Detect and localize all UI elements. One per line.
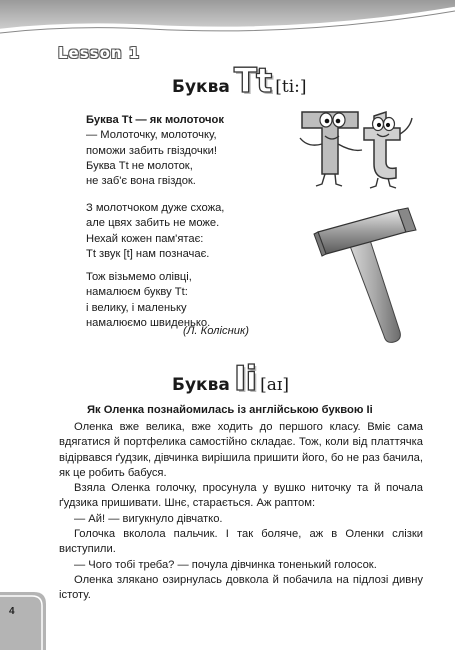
poem-stanza-1 <box>86 113 224 189</box>
story-paragraph: Голочка вколола пальчик. І так боляче, аж в Оленки слізки виступили. <box>59 528 423 556</box>
cartoon-letters-illustration <box>292 98 416 190</box>
story-paragraph: — Чого тобі треба? — почула дівчинка тоненький голосок. <box>74 558 377 571</box>
story-text <box>59 420 423 604</box>
lesson-label: Lesson 1 <box>58 44 141 62</box>
top-decorative-band <box>0 0 455 40</box>
poem-line: З молотчоком дуже схожа, <box>86 202 225 214</box>
poem-line: але цвях забить не може. <box>86 217 220 230</box>
poem-line: Тож візьмемо олівці, <box>86 271 192 283</box>
heading-transcription: [ti:] <box>275 77 307 97</box>
story-paragraph: — Ай! — вигукнуло дівчатко. <box>74 512 223 525</box>
story-paragraph: Оленка злякано озирнулась довкола й побачила на підлозі дивну істоту. <box>59 573 423 602</box>
heading-big-letters: Ii <box>233 359 257 399</box>
poem-line: Tt звук [t] нам позначає. <box>86 247 210 260</box>
poem-title: Буква Tt — як молоточок <box>86 114 224 126</box>
letter-t-heading <box>172 61 307 101</box>
big-t-character <box>300 112 362 186</box>
poem-line: Буква Tt не молоток, <box>86 159 193 172</box>
story-paragraph: Взяла Оленка голочку, просунула у вушко ниточку та й почала ґудзика пришивати. Шнє, старається. Аж раптом: <box>59 482 423 510</box>
poem-line: не заб'є вона гвіздок. <box>86 175 196 188</box>
poem-line: Нехай кожен пам'ятає: <box>86 232 204 245</box>
heading-word: Буква <box>172 375 230 395</box>
poem-stanza-2 <box>86 201 224 262</box>
poem-line: намалюємо швиденько. <box>86 316 211 329</box>
story-paragraph: Оленка вже велика, вже ходить до першого класу. Вміє сама вдягатися й портфелика самостійно складає. Тож, коли від платтячка відірвався ґудзик, дівчинка вирішила пришити його, бо не раз бачила, як це робить бабуся. <box>59 421 423 479</box>
poem-line: і велику, і маленьку <box>86 301 187 314</box>
poem-line: — Молоточку, молоточку, <box>86 129 217 142</box>
small-t-character <box>364 112 412 188</box>
poem-stanza-3 <box>86 270 210 331</box>
hammer-illustration <box>308 204 426 344</box>
heading-word: Буква <box>172 77 230 97</box>
page-number: 4 <box>9 606 15 617</box>
page-number-tab <box>0 592 48 650</box>
letter-i-heading <box>172 359 289 399</box>
poem-line: намалюєм букву Tt: <box>86 286 188 299</box>
heading-big-letters: Tt <box>233 61 272 101</box>
poem-author: (Л. Колісник) <box>183 325 249 337</box>
poem-line: поможи забить гвіздочки! <box>86 144 217 157</box>
heading-transcription: [aɪ] <box>260 375 289 395</box>
story-title: Як Оленка познайомилась із англійською буквою Ii <box>87 404 373 416</box>
